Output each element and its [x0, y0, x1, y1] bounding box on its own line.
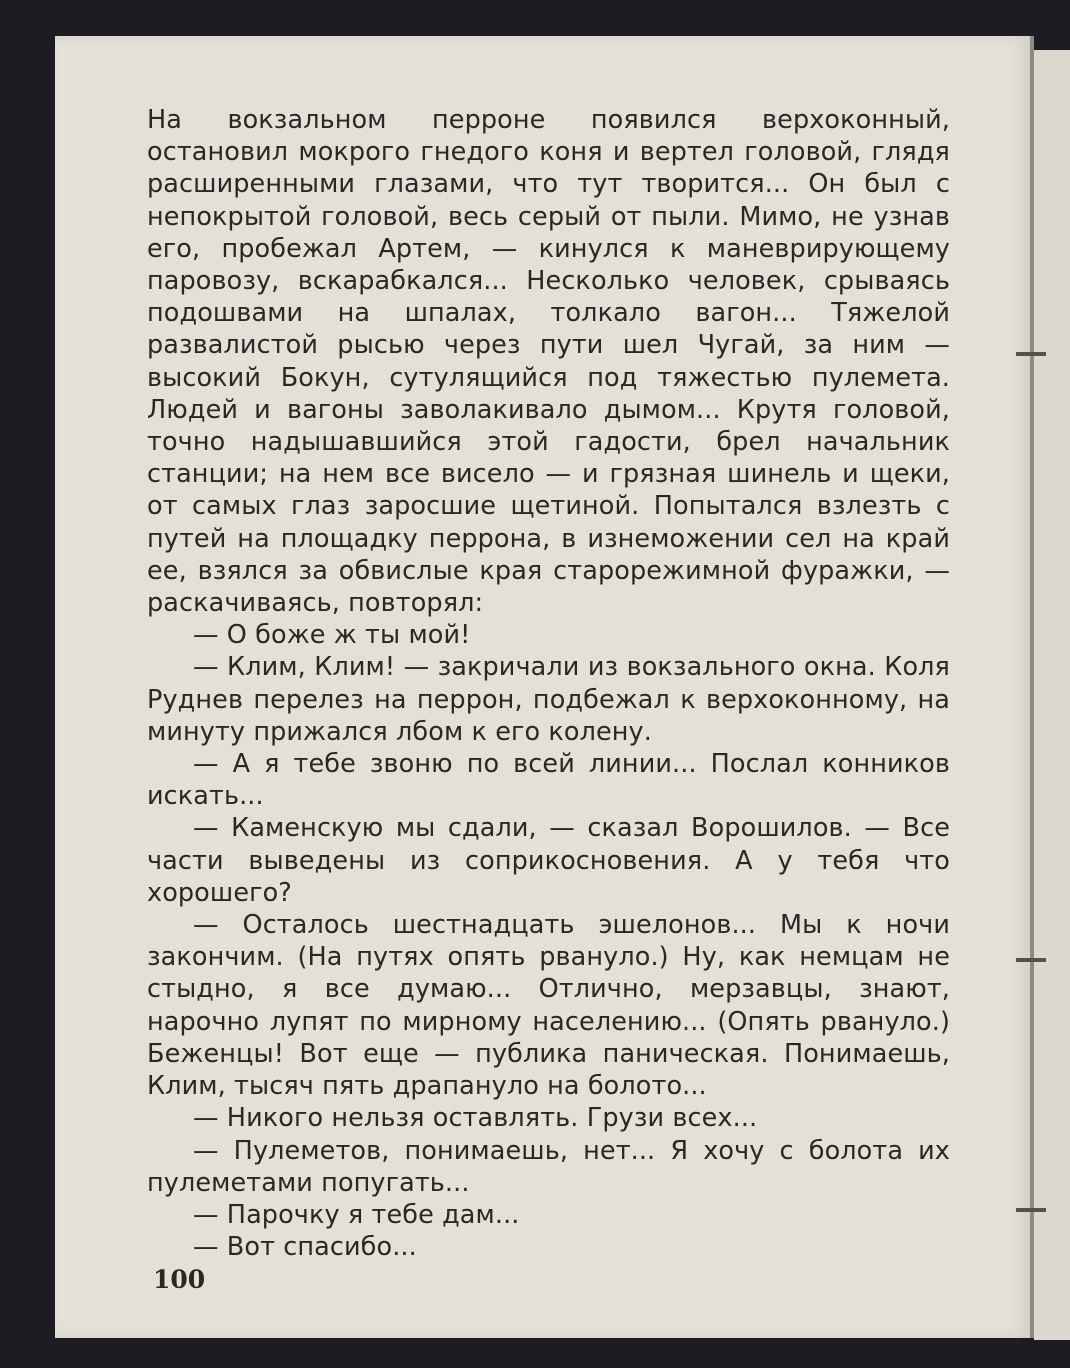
binding-stitch — [1016, 1208, 1046, 1212]
page-number: 100 — [153, 1265, 206, 1294]
dialog-line: — Осталось шестнадцать эшелонов... Мы к ночи закончим. (На путях опять рвануло.) Ну, как немцам не стыдно, я все думаю... Отлично, мерзавцы, знают, нарочно лупят по мирному населению... (Опять рвануло.) Беженцы! Вот еще — публика паническая. Понимаешь, Клим, тысяч пять драпануло на болото... — [147, 910, 950, 1102]
dialog-line: — О боже ж ты мой! — [193, 620, 471, 651]
dialog-line: — Вот спасибо... — [193, 1232, 417, 1263]
next-page-edge — [1034, 50, 1070, 1340]
dialog-line: — Пулеметов, понимаешь, нет... Я хочу с болота их пулеметами попугать... — [147, 1135, 950, 1198]
binding-stitch — [1016, 352, 1046, 356]
dialog-line: — Каменскую мы сдали, — сказал Ворошилов. — Все части выведены из соприкосновения. А у тебя что хорошего? — [147, 813, 950, 908]
paragraph: На вокзальном перроне появился верхоконный, остановил мокрого гнедого коня и вертел головой, глядя расширенными глазами, что тут творится... Он был с непокрытой головой, весь серый от пыли. Мимо, не узнав его, пробежал Артем, — кинулся к маневрирующему паровозу, вскарабкался... Несколько человек, срываясь подошвами на шпалах, толкало вагон... Тяжелой развалистой рысью через пути шел Чугай, за ним — высокий Бокун, сутулящийся под тяжестью пулемета. Людей и вагоны заволакивало дымом... Крутя головой, точно надышавшийся этой гадости, брел начальник станции; на нем все висело — и грязная шинель и щеки, от самых глаз заросшие щетиной. Попытался взлезть с путей на площадку перрона, в изнеможении сел на край ее, взялся за обвислые края старорежимной фуражки, — раскачиваясь, повторял: — [147, 105, 950, 619]
dialog-line: — А я тебе звоню по всей линии... Послал конников искать... — [147, 749, 950, 812]
dialog-line: — Парочку я тебе дам... — [193, 1199, 520, 1230]
binding-stitch — [1016, 958, 1046, 962]
page-body-text — [147, 104, 950, 1263]
dialog-line: — Клим, Клим! — закричали из вокзального окна. Коля Руднев перелез на перрон, подбежал к верхоконному, на минуту прижался лбом к его колену. — [147, 652, 950, 747]
dialog-line: — Никого нельзя оставлять. Грузи всех... — [193, 1103, 758, 1134]
